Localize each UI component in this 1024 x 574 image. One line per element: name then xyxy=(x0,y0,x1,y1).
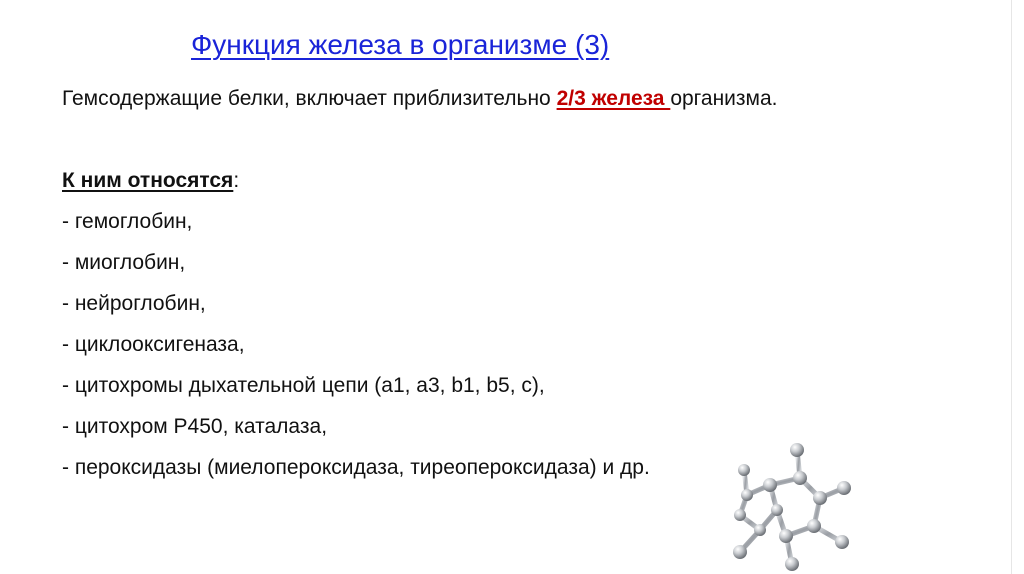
list-heading-label: К ним относятся xyxy=(62,169,234,192)
intro-prefix: Гемсодержащие белки, включает приблизительно xyxy=(62,87,557,110)
slide-title: Функция железа в организме (3) xyxy=(191,29,610,60)
list-item: - миоглобин, xyxy=(62,251,186,274)
intro-paragraph xyxy=(62,78,777,119)
molecule-model-icon xyxy=(722,440,882,574)
slide-body xyxy=(62,78,777,488)
list-item: - цитохром Р450, каталаза, xyxy=(62,415,328,438)
intro-highlight: 2/3 железа xyxy=(556,87,671,110)
list-item: - гемоглобин, xyxy=(62,210,193,233)
list-item: - циклооксигеназа, xyxy=(62,333,245,356)
list-item: - цитохромы дыхательной цепи (а1, а3, b1, b5, c), xyxy=(62,374,545,397)
list-item: - пероксидазы (миелопероксидаза, тиреопероксидаза) и др. xyxy=(62,456,650,479)
spacer xyxy=(62,119,777,160)
intro-suffix: организма. xyxy=(670,87,778,110)
list-heading xyxy=(62,160,777,201)
protein-list xyxy=(62,201,777,488)
list-heading-colon: : xyxy=(233,169,240,192)
list-item: - нейроглобин, xyxy=(62,292,206,315)
